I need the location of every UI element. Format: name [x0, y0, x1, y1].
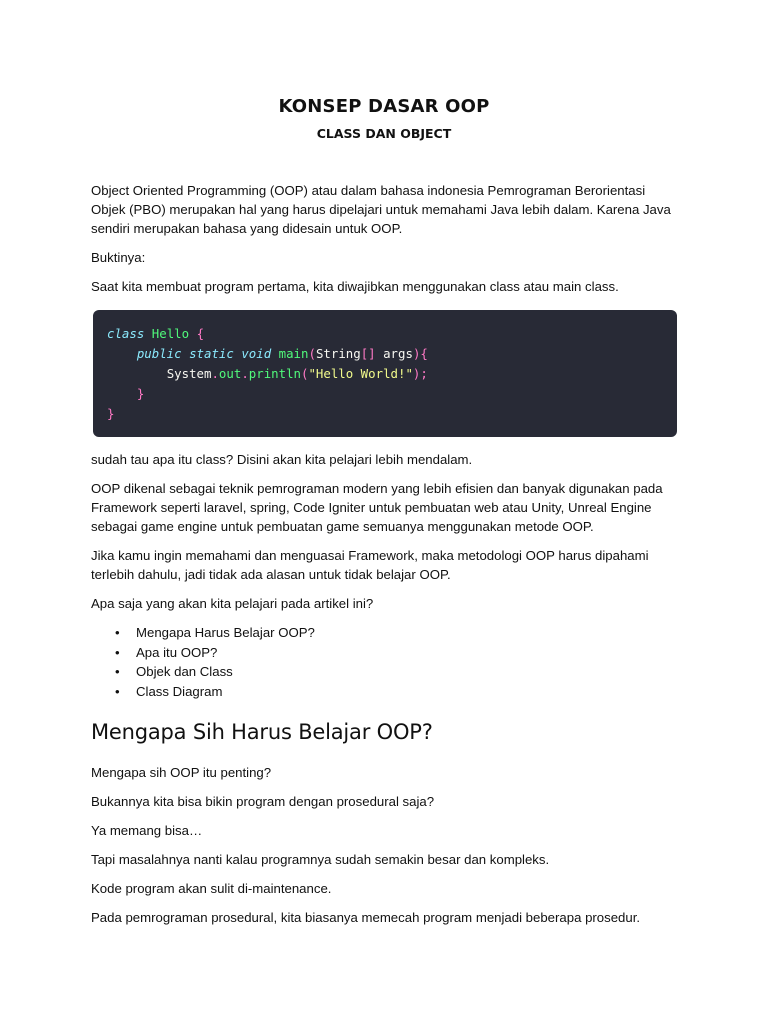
code-dot-2: . [241, 366, 249, 381]
section-paragraph: Bukannya kita bisa bikin program dengan prosedural saja? [91, 794, 435, 809]
proof-text: Saat kita membuat program pertama, kita diwajibkan menggunakan class atau main class. [91, 279, 619, 294]
section-paragraph: Tapi masalahnya nanti kalau programnya sudah semakin besar dan kompleks. [91, 852, 550, 867]
code-keyword-class: class [107, 326, 145, 341]
code-dot-1: . [211, 366, 219, 381]
framework-paragraph: Jika kamu ingin memahami dan menguasai Framework, maka metodologi OOP harus dipahami terlebih dahulu, jadi tidak ada alasan untuk tidak belajar OOP. [91, 548, 649, 582]
section-heading: Mengapa Sih Harus Belajar OOP? [91, 720, 433, 744]
list-item: • Apa itu OOP? [136, 643, 677, 663]
code-brace-open: { [196, 326, 205, 341]
code-statement-end: ); [412, 366, 428, 381]
code-println: println [248, 366, 301, 381]
section-paragraph: Kode program akan sulit di-maintenance. [91, 881, 332, 896]
section-paragraph: Mengapa sih OOP itu penting? [91, 765, 272, 780]
code-keyword-void: void [241, 346, 272, 361]
code-array-brackets: [] [360, 346, 376, 361]
code-paren-close: ){ [412, 346, 428, 361]
document-subtitle: CLASS DAN OBJECT [316, 126, 452, 141]
code-method-main: main [278, 346, 309, 361]
code-system: System [166, 366, 212, 381]
code-keyword-public: public [136, 346, 182, 361]
after-code-paragraph: sudah tau apa itu class? Disini akan kita pelajari lebih mendalam. [91, 452, 473, 467]
code-type-string: String [315, 346, 361, 361]
code-class-name: Hello [151, 326, 190, 341]
section-paragraph: Pada pemrograman prosedural, kita biasanya memecah program menjadi beberapa prosedur. [91, 910, 641, 925]
code-string-literal: "Hello World!" [308, 366, 413, 381]
code-class-close: } [107, 406, 115, 421]
proof-label: Buktinya: [91, 250, 146, 265]
topics-question: Apa saja yang akan kita pelajari pada artikel ini? [91, 596, 374, 611]
list-item: • Class Diagram [136, 682, 677, 702]
section-paragraph: Ya memang bisa… [91, 823, 203, 838]
oop-paragraph: OOP dikenal sebagai teknik pemrograman modern yang lebih efisien dan banyak digunakan pada Framework seperti laravel, spring, Code Igniter untuk pembuatan web atau Unity, Unreal Engine sebagai game engine untuk pembuatan game semuanya menggunakan metode OOP. [91, 481, 663, 534]
code-block [93, 310, 677, 437]
code-paren-open: ( [308, 346, 316, 361]
list-item: • Mengapa Harus Belajar OOP? [136, 623, 677, 643]
code-println-paren: ( [301, 366, 309, 381]
intro-paragraph: Object Oriented Programming (OOP) atau dalam bahasa indonesia Pemrograman Berorientasi Objek (PBO) merupakan hal yang harus dipelajari untuk memahami Java lebih dalam. Karena Java sendiri merupakan bahasa yang didesain untuk OOP. [91, 183, 671, 236]
code-arg-args: args [383, 346, 413, 361]
list-item: • Objek dan Class [136, 662, 677, 682]
code-out: out [218, 366, 242, 381]
code-keyword-static: static [189, 346, 234, 361]
document-title: KONSEP DASAR OOP [278, 96, 490, 117]
topics-list [91, 623, 677, 701]
code-method-close: } [136, 386, 145, 401]
